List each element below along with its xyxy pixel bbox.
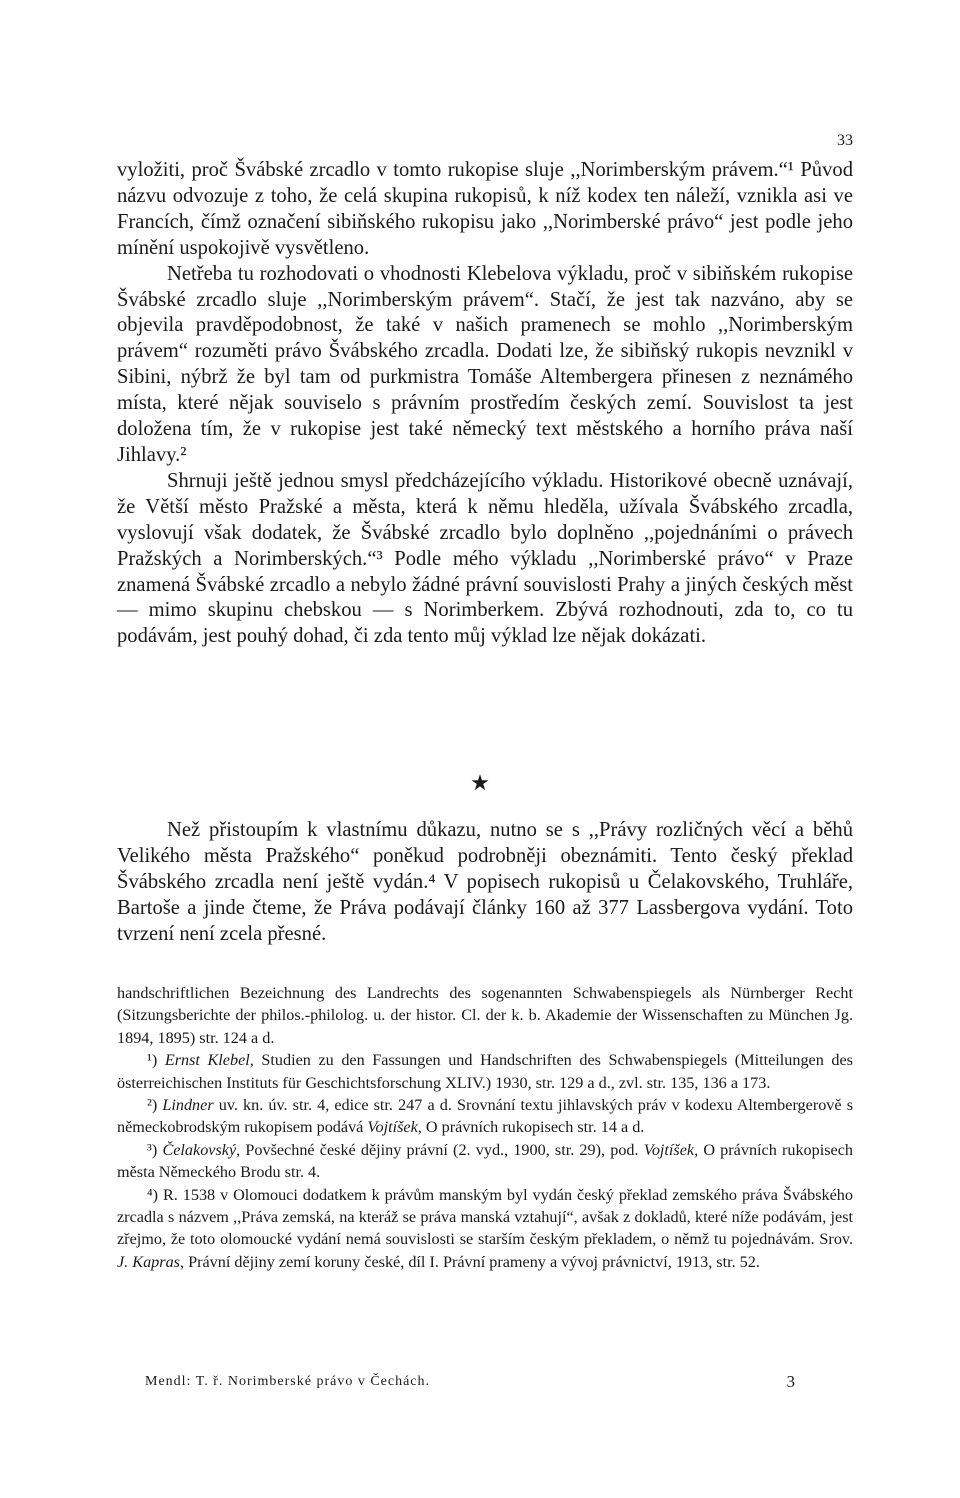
paragraph-1: vyložiti, proč Švábské zrcadlo v tomto rukopise sluje ,,Norimberským právem.“¹ Původ názvu odvozuje z toho, že celá skupina rukopisů, k níž kodex ten náleží, vznikla asi ve Francích, čímž označení sibiňského rukopisu jako ,,Norimberské právo“ jest podle jeho mínění uspokojivě vysvětleno.: [117, 159, 853, 259]
footnote-2-author-2: Vojtíšek,: [367, 1118, 422, 1137]
paragraph-4: Než přistoupím k vlastnímu důkazu, nutno se s ,,Právy rozličných věcí a běhů Velikého města Pražského“ poněkud podrobněji obeznámiti. Tento český překlad Švábského zrcadla není ještě vydán.⁴ V popisech rukopisů u Čelakovského, Truhláře, Bartoše a jinde čteme, že Práva podávají články 160 až 377 Lassbergova vydání. Toto tvrzení není zcela přesné.: [117, 819, 853, 945]
footnote-4: [117, 1184, 853, 1274]
footnote-4-text: R. 1538 v Olomouci dodatkem k právům manským byl vydán český překlad zemského práva Švábského zrcadla s názvem ,,Práva zemská, na kteráž se práva manská vztahují“, avšak z dokladů, které níže podávám, jest zřejmo, že toto olomoucké vydání nemá souvislosti se starším českým překladem, o němž tu pojednávám. Srov.: [117, 1185, 853, 1249]
paragraph-3: Shrnuji ještě jednou smysl předcházejícího výkladu. Historikové obecně uznávají, že Větší město Pražské a města, která k němu hleděla, užívala Švábského zrcadla, vyslovují však dodatek, že Švábské zrcadlo bylo doplněno ,,pojednáními o právech Pražských a Norimberských.“³ Podle mého výkladu ,,Norimberské právo“ v Praze znamená Švábské zrcadlo a nebylo žádné právní souvislosti Prahy a jiných českých měst — mimo skupinu chebskou — s Norimberkem. Zbývá rozhodnouti, zda to, co tu podávám, jest pouhý dohad, či zda tento můj výklad lze nějak dokázati.: [117, 469, 853, 648]
footnote-3-author-2: Vojtíšek,: [643, 1140, 699, 1159]
star-separator: ★: [470, 770, 490, 795]
footnote-1-author: Ernst Klebel,: [164, 1051, 254, 1070]
footnotes: [117, 982, 853, 1273]
footnote-4-marker: ⁴): [147, 1185, 159, 1204]
footnote-2-text-2: O právních rukopisech str. 14 a d.: [421, 1118, 645, 1137]
footnote-4-author: J. Kapras,: [117, 1252, 185, 1271]
footnote-3-text: Povšechné české dějiny právní (2. vyd., 1900, str. 29), pod.: [240, 1140, 644, 1159]
footnote-2-text: uv. kn. úv. str. 4, edice str. 247 a d. Srovnání textu jihlavských práv v kodexu Altembergerově s německobrodským rukopisem podává: [117, 1096, 853, 1137]
sheet-number: 3: [786, 1372, 795, 1391]
footnote-2: [117, 1094, 853, 1139]
footnote-2-marker: ²): [147, 1096, 158, 1115]
signature-line: Mendl: T. ř. Norimberské právo v Čechách.: [145, 1374, 431, 1389]
footnote-3: [117, 1139, 853, 1184]
page-number: 33: [837, 132, 853, 149]
footnote-1-marker: ¹): [147, 1051, 158, 1070]
main-text: [117, 158, 853, 650]
footnote-continuation: handschriftlichen Bezeichnung des Landrechts des sogenannten Schwabenspiegels als Nürnberger Recht (Sitzungsberichte der philos.-philolog. u. der histor. Cl. der k. b. Akademie der Wissenschaften zu München Jg. 1894, 1895) str. 124 a d.: [117, 984, 853, 1047]
footnote-3-marker: ³): [147, 1140, 158, 1159]
footnote-1: [117, 1049, 853, 1094]
footnote-2-author: Lindner: [162, 1096, 214, 1115]
footnote-4-text-2: Právní dějiny zemí koruny české, díl I. Právní prameny a vývoj právnictví, 1913, str. 52.: [184, 1252, 760, 1271]
section-text: [117, 818, 853, 948]
footnote-1-text: Studien zu den Fassungen und Handschriften des Schwabenspiegels (Mitteilungen des österreichischen Instituts für Geschichtsforschung XLIV.) 1930, str. 129 a d., zvl. str. 135, 136 a 173.: [117, 1051, 853, 1092]
footnote-3-author: Čelakovský,: [162, 1140, 241, 1159]
paragraph-2: Netřeba tu rozhodovati o vhodnosti Klebelova výkladu, proč v sibiňském rukopise Švábské zrcadlo sluje ,,Norimberským právem“. Stačí, že jest tak nazváno, aby se objevila pravděpodobnost, že také v našich pramenech se mohlo ,,Norimberským právem“ rozuměti právo Švábského zrcadla. Dodati lze, že sibiňský rukopis nevznikl v Sibini, nýbrž že byl tam od purkmistra Tomáše Altembergera přinesen z neznámého místa, které nějak souviselo s právním prostředím českých zemí. Souvislost ta jest doložena tím, že v rukopise jest také německý text městského a horního práva naší Jihlavy.²: [117, 262, 853, 466]
footnote-3-text-2: O právních rukopisech města Německého Brodu str. 4.: [117, 1140, 854, 1182]
